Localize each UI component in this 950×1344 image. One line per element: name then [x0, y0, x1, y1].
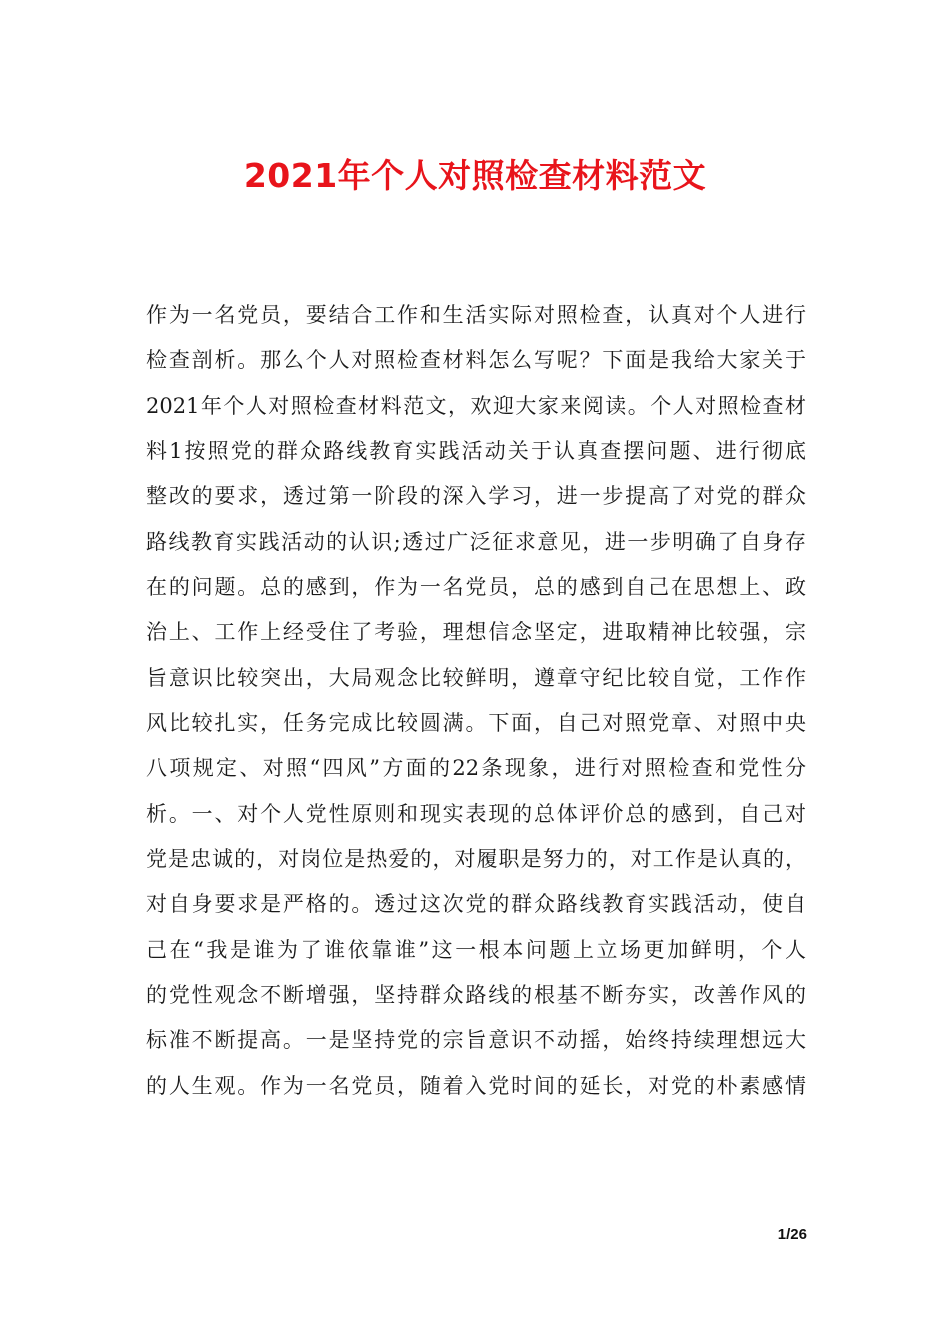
- body-line: 对自身要求是严格的。透过这次党的群众路线教育实践活动，使自: [146, 892, 806, 917]
- body-line: 党是忠诚的，对岗位是热爱的，对履职是努力的，对工作是认真的，: [146, 846, 806, 871]
- page-number: 1/26: [777, 1226, 807, 1243]
- body-line: 析。一、对个人党性原则和现实表现的总体评价总的感到，自己对: [146, 801, 806, 826]
- body-line: 标准不断提高。一是坚持党的宗旨意识不动摇，始终持续理想远大: [146, 1028, 806, 1053]
- body-line: 风比较扎实，任务完成比较圆满。下面，自己对照党章、对照中央: [146, 710, 806, 735]
- body-line: 的党性观念不断增强，坚持群众路线的根基不断夯实，改善作风的: [146, 982, 806, 1007]
- body-line: 己在“我是谁为了谁依靠谁”这一根本问题上立场更加鲜明，个人: [146, 937, 806, 962]
- body-line: 治上、工作上经受住了考验，理想信念坚定，进取精神比较强，宗: [146, 620, 806, 645]
- body-line: 料1按照党的群众路线教育实践活动关于认真查摆问题、进行彻底: [146, 438, 806, 463]
- body-line: 检查剖析。那么个人对照检查材料怎么写呢？下面是我给大家关于: [146, 348, 806, 373]
- body-line: 八项规定、对照“四风”方面的22条现象，进行对照检查和党性分: [146, 756, 806, 781]
- body-line: 在的问题。总的感到，作为一名党员，总的感到自己在思想上、政: [146, 574, 806, 599]
- body-line: 2021年个人对照检查材料范文，欢迎大家来阅读。个人对照检查材: [146, 393, 806, 418]
- body-line: 的人生观。作为一名党员，随着入党时间的延长，对党的朴素感情: [146, 1073, 806, 1098]
- body-line: 整改的要求，透过第一阶段的深入学习，进一步提高了对党的群众: [146, 484, 806, 509]
- body-line: 作为一名党员，要结合工作和生活实际对照检查，认真对个人进行: [146, 303, 806, 327]
- body-line: 旨意识比较突出，大局观念比较鲜明，遵章守纪比较自觉，工作作: [146, 665, 806, 690]
- body-line: 路线教育实践活动的认识;透过广泛征求意见，进一步明确了自身存: [146, 529, 806, 554]
- document-title: 2021年个人对照检查材料范文: [243, 156, 707, 195]
- document-body: [146, 293, 806, 1109]
